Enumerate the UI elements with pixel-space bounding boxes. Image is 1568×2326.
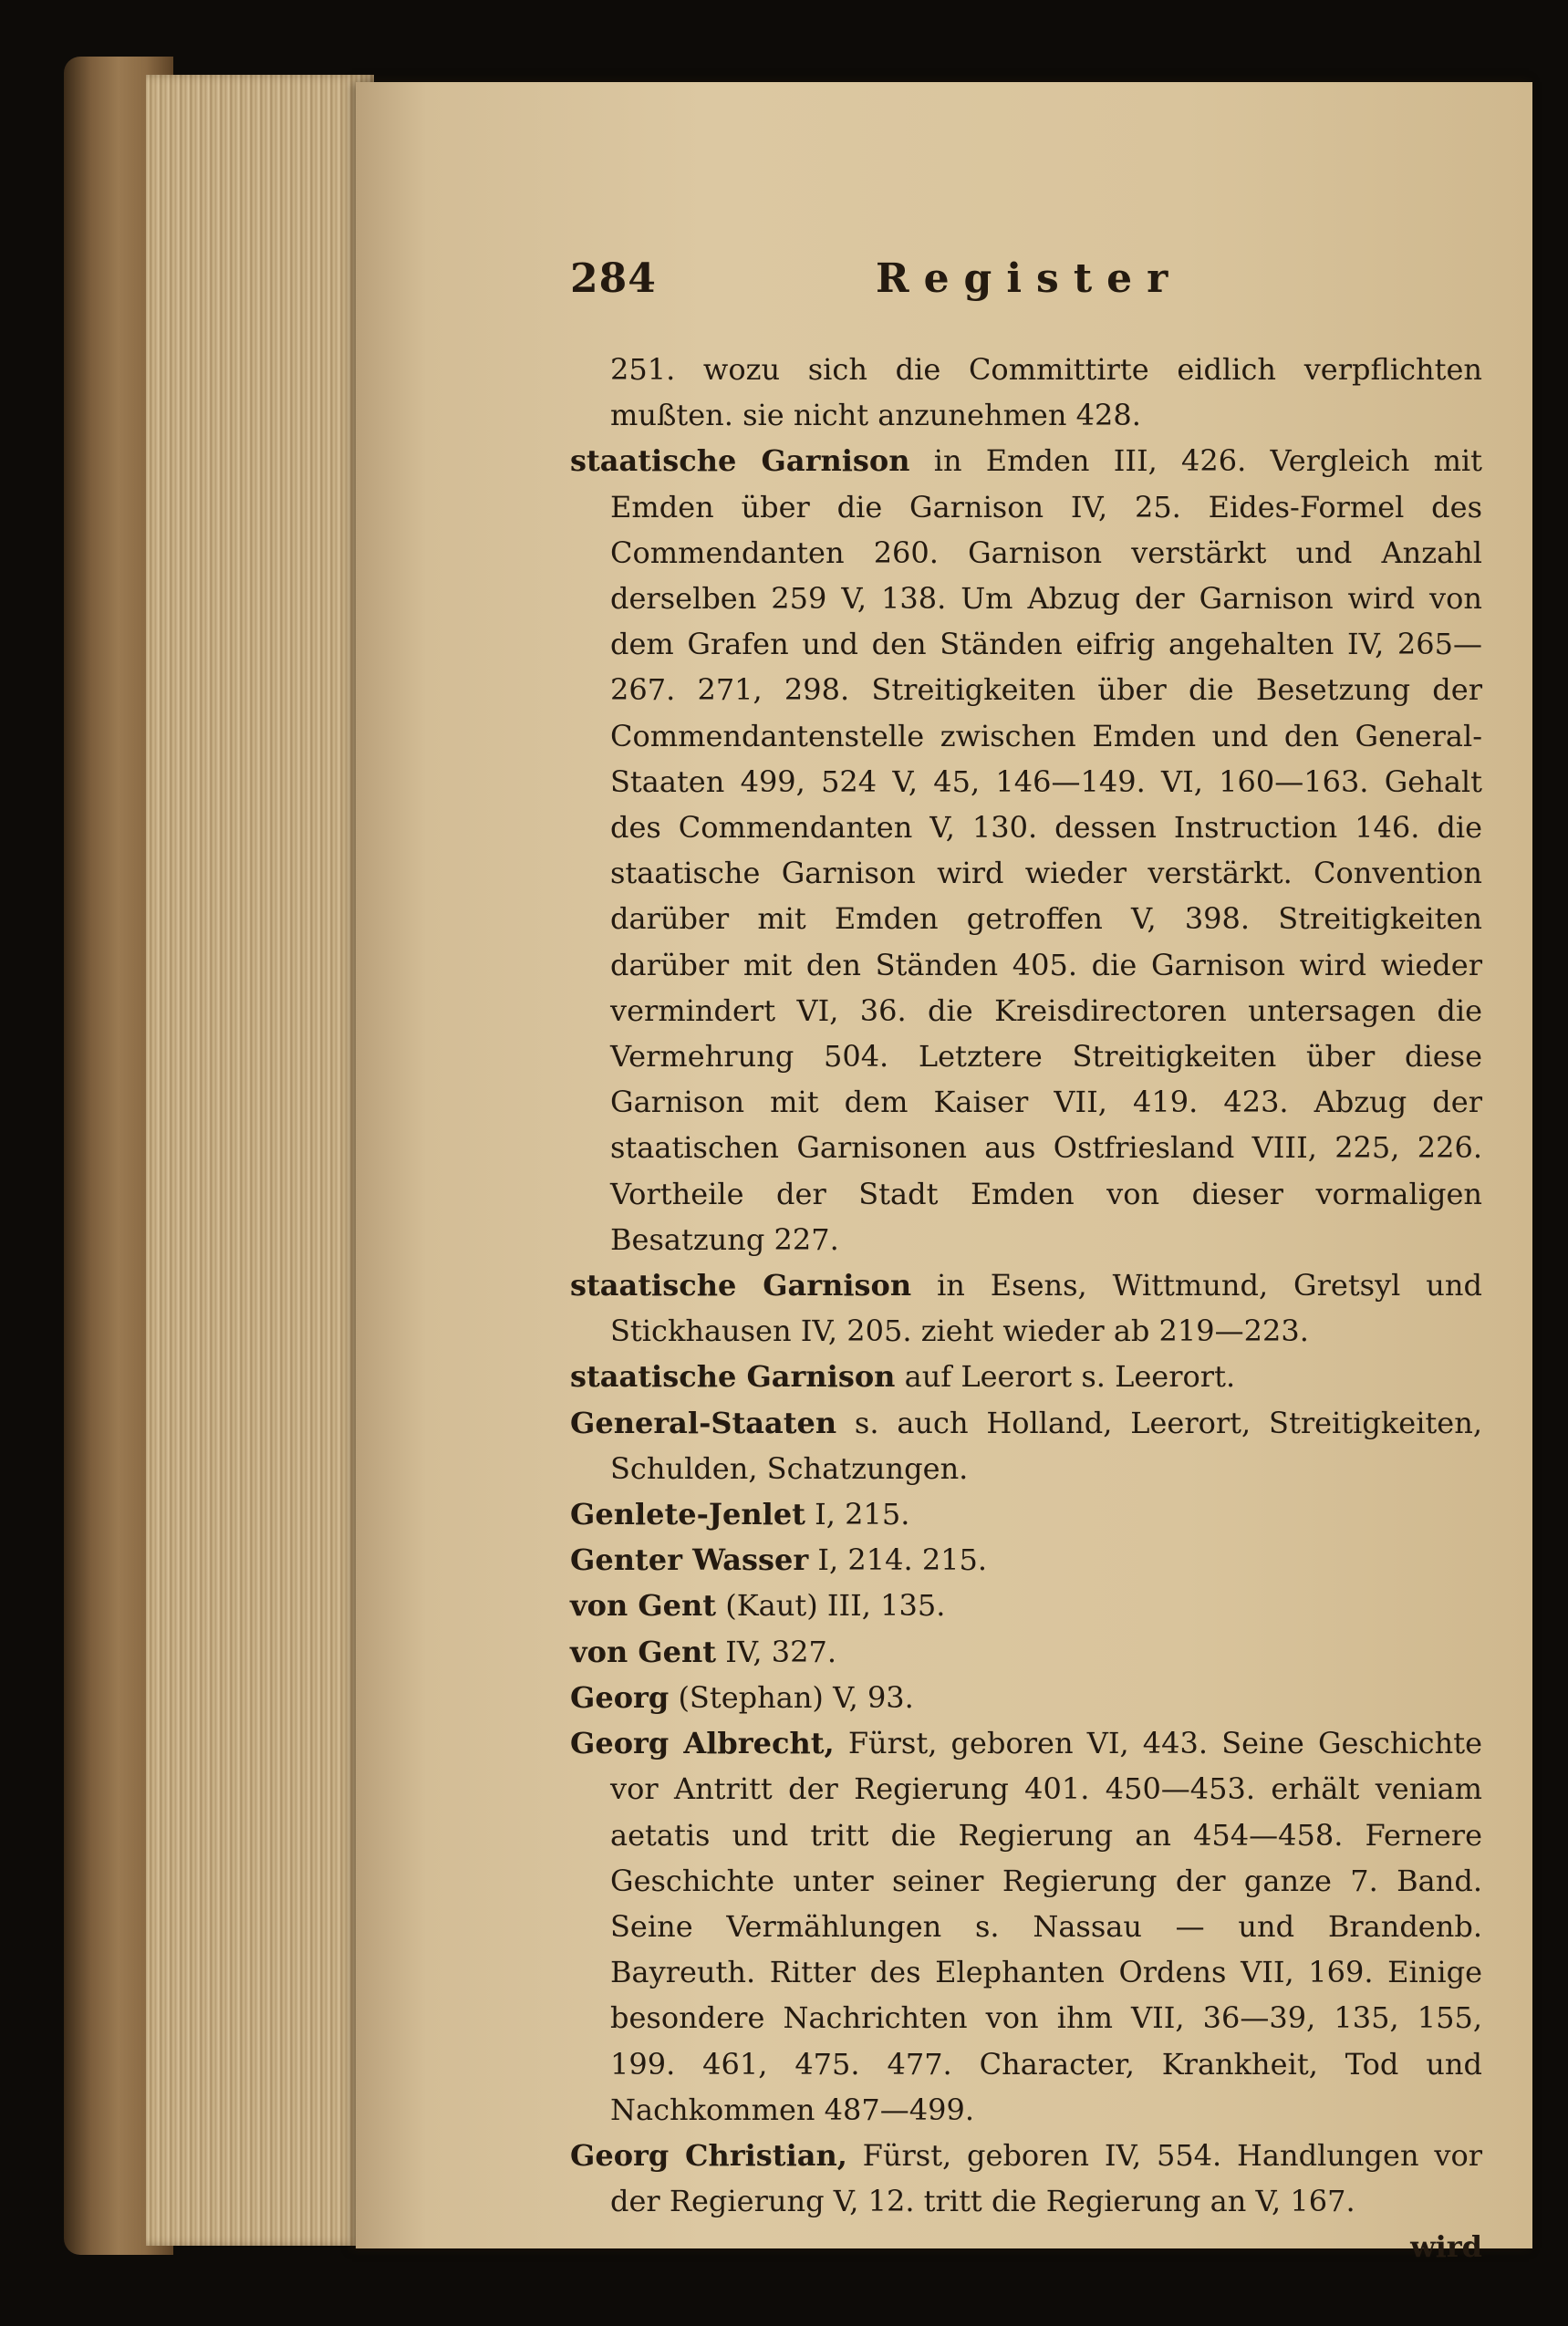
entry-heading: Georg	[570, 1679, 670, 1715]
entry-text: I, 215.	[805, 1497, 910, 1532]
register-entry	[570, 2133, 1482, 2224]
page-header	[570, 255, 1482, 319]
entry-heading: Georg Christian,	[570, 2137, 847, 2173]
register-entry	[570, 438, 1482, 1262]
page-number: 284	[570, 255, 657, 302]
page-edges	[146, 75, 374, 2246]
catchword: wird	[1410, 2229, 1482, 2265]
register-entry	[570, 1537, 1482, 1583]
register-entry	[570, 1720, 1482, 2133]
entry-text: s. auch Holland, Leerort, Streitigkeiten, Schulden, Schatzungen.	[610, 1405, 1482, 1486]
register-entry	[570, 1583, 1482, 1628]
entry-text: 251. wozu sich die Committirte eidlich verpflichten mußten. sie nicht anzunehmen 428.	[610, 352, 1482, 433]
book-page	[356, 82, 1532, 2265]
entry-heading: Georg Albrecht,	[570, 1726, 835, 1761]
entry-heading: von Gent	[570, 1588, 717, 1624]
register-entry	[570, 1629, 1482, 1675]
entry-text: in Emden III, 426. Vergleich mit Emden über die Garnison IV, 25. Eides-Formel des Commendanten 260. Garnison verstärkt und Anzahl derselben 259 V, 138. Um Abzug der Garnison wird von dem Grafen und den Ständen eifrig angehalten IV, 265—267. 271, 298. Streitigkeiten über die Besetzung der Commendantenstelle zwischen Emden und den General-Staaten 499, 524 V, 45, 146—149. VI, 160—163. Gehalt des Commendanten V, 130. dessen Instruction 146. die staatische Garnison wird wieder verstärkt. Convention darüber mit Emden getroffen V, 398. Streitigkeiten darüber mit den Ständen 405. die Garnison wird wieder vermindert VI, 36. die Kreisdirectoren untersagen die Vermehrung 504. Letztere Streitigkeiten über diese Garnison mit dem Kaiser VII, 419. 423. Abzug der staatischen Garnisonen aus Ostfriesland VIII, 225, 226. Vortheile der Stadt Emden von dieser vormaligen Besatzung 227.	[610, 443, 1483, 1257]
page-content	[570, 255, 1482, 2269]
register-entries	[570, 347, 1482, 2224]
entry-text: (Kaut) III, 135.	[716, 1588, 946, 1624]
register-entry	[570, 347, 1482, 438]
entry-heading: Genter Wasser	[570, 1542, 809, 1578]
entry-text: auf Leerort s. Leerort.	[895, 1359, 1236, 1395]
entry-heading: staatische Garnison	[570, 443, 910, 479]
entry-text: I, 214. 215.	[808, 1542, 988, 1578]
entry-text: in Esens, Wittmund, Gretsyl und Stickhausen IV, 205. zieht wieder ab 219—223.	[610, 1268, 1483, 1349]
entry-text: Fürst, geboren VI, 443. Seine Geschichte vor Antritt der Regierung 401. 450—453. erhält veniam aetatis und tritt die Regierung an 454—458. Fernere Geschichte unter seiner Regierung der ganze 7. Band. Seine Vermählungen s. Nassau — und Brandenb. Bayreuth. Ritter des Elephanten Ordens VII, 169. Einige besondere Nachrichten von ihm VII, 36—39, 135, 155, 199. 461, 475. 477. Character, Krankheit, Tod und Nachkommen 487—499.	[610, 1726, 1483, 2127]
entry-text: IV, 327.	[716, 1634, 836, 1669]
entry-heading: General-Staaten	[570, 1405, 837, 1440]
register-entry	[570, 1262, 1482, 1354]
register-entry	[570, 1400, 1482, 1491]
entry-heading: Genlete-Jenlet	[570, 1497, 805, 1532]
register-entry	[570, 1675, 1482, 1720]
entry-heading: staatische Garnison	[570, 1268, 912, 1303]
register-entry	[570, 1491, 1482, 1537]
entry-text: Fürst, geboren IV, 554. Handlungen vor der Regierung V, 12. tritt die Regierung an V, 167.	[610, 2137, 1483, 2219]
register-entry	[570, 1354, 1482, 1399]
entry-heading: von Gent	[570, 1634, 717, 1669]
running-title: Register	[876, 255, 1183, 302]
entry-text: (Stephan) V, 93.	[669, 1679, 914, 1715]
entry-heading: staatische Garnison	[570, 1359, 896, 1395]
